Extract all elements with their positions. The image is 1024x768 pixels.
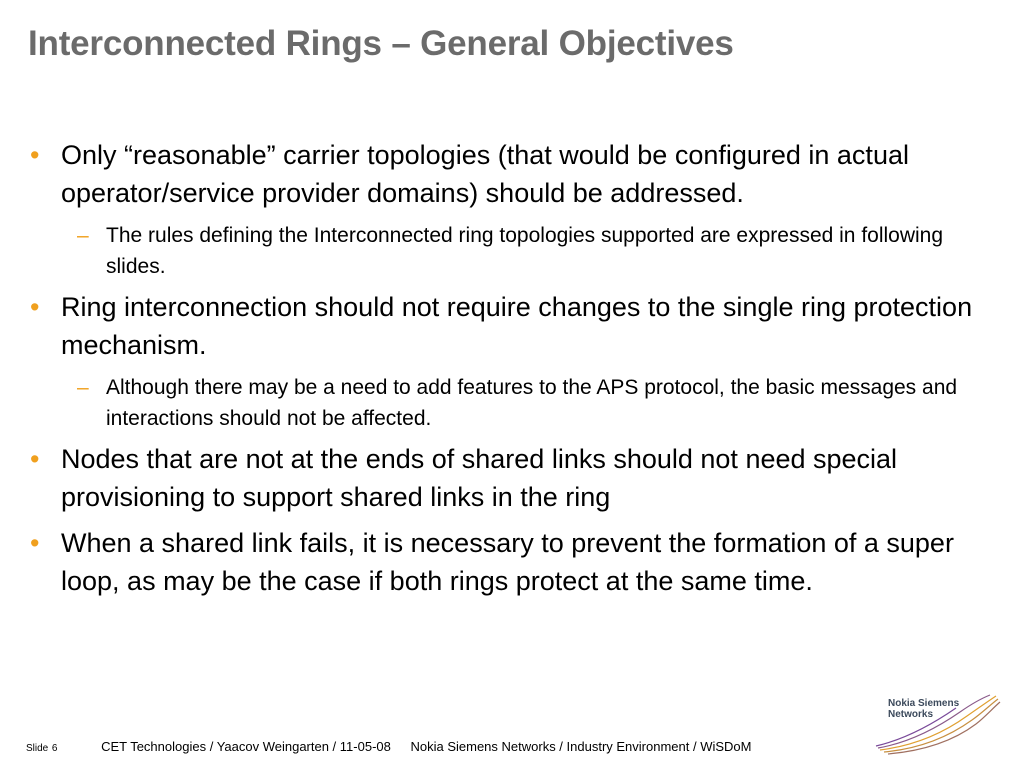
bullet-text: Only “reasonable” carrier topologies (that would be configured in actual operator/service provider domains) should be addressed. xyxy=(61,140,909,208)
sub-bullet-text: Although there may be a need to add features to the APS protocol, the basic messages and interactions should not be affected. xyxy=(106,376,958,430)
footer-company-info: Nokia Siemens Networks / Industry Environment / WiSDoM xyxy=(410,739,752,754)
bullet-marker: • xyxy=(30,140,40,170)
bullet-marker: • xyxy=(30,444,40,474)
sub-bullet-marker: – xyxy=(77,224,89,247)
bullet-text: Ring interconnection should not require changes to the single ring protection mechanism. xyxy=(61,292,973,360)
bullet-item xyxy=(30,524,1005,600)
logo-text xyxy=(888,698,959,720)
sub-bullet-marker: – xyxy=(77,376,89,399)
bullet-marker: • xyxy=(30,528,40,558)
slide-title: Interconnected Rings – General Objectives xyxy=(28,24,734,63)
bullet-text: Nodes that are not at the ends of shared links should not need special provisioning to support shared links in the ring xyxy=(61,444,898,512)
sub-bullet-item xyxy=(30,372,1005,434)
bullet-text: When a shared link fails, it is necessary to prevent the formation of a super loop, as may be the case if both rings protect at the same time. xyxy=(61,528,954,596)
logo-line-1: Nokia Siemens xyxy=(888,698,960,709)
slide-label: Slide xyxy=(26,743,49,754)
slide-number: 6 xyxy=(51,743,58,754)
logo-line-2: Networks xyxy=(888,709,934,720)
sub-bullet-text: The rules defining the Interconnected ring topologies supported are expressed in following slides. xyxy=(106,224,944,278)
bullet-item xyxy=(30,440,1005,516)
bullet-marker: • xyxy=(30,292,40,322)
bullet-item xyxy=(30,136,1005,212)
footer-author-info: CET Technologies / Yaacov Weingarten / 11-05-08 xyxy=(101,739,391,754)
bullet-list xyxy=(30,136,1005,608)
slide-footer xyxy=(26,739,751,754)
bullet-item xyxy=(30,288,1005,364)
sub-bullet-item xyxy=(30,220,1005,282)
